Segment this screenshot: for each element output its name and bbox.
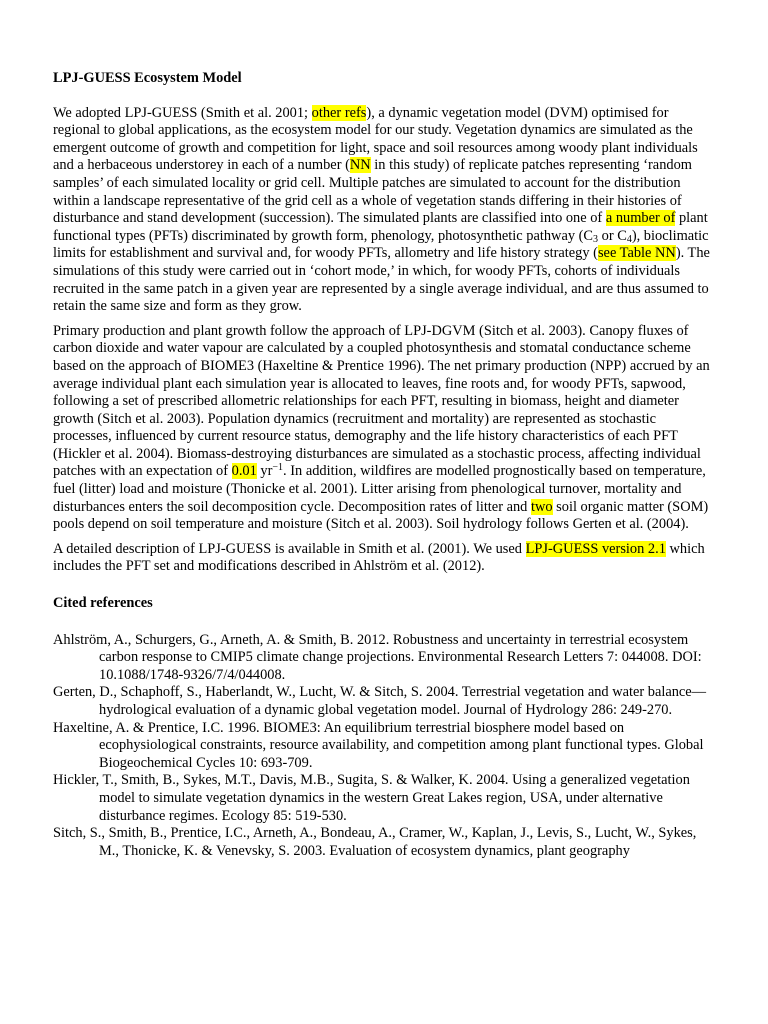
reference-item: Haxeltine, A. & Prentice, I.C. 1996. BIOME3: An equilibrium terrestrial biosphere model based on ecophysiological constraints, resource availability, and competition among plant functional types. Global Biogeochemical Cycles 10: 693-709. <box>53 719 704 771</box>
text-segment: ), a dynamic vegetation model (DVM) optimised for regional to global applications, as the ecosystem model for our study. Vegetation dynamics are simulated as the emergent outcome of growth and competition for light, space and soil resources among woody plant individuals and a herbaceous understorey in each of a number ( <box>53 104 698 174</box>
text-segment: . In addition, wildfires are modelled prognostically based on temperature, fuel (litter) load and moisture (Thonicke et al. 2001). Litter arising from phenological turnover, mortality and disturbances enters the soil decomposition cycle. Decomposition rates of litter and <box>53 463 706 515</box>
highlight-nn: NN <box>349 157 371 174</box>
text-segment: ), bioclimatic limits for establishment and survival and, for woody PFTs, allometry and life history strategy ( <box>53 227 709 262</box>
highlight-see-table-nn: see Table NN <box>597 245 676 262</box>
highlight-two: two <box>530 498 553 515</box>
highlight-a-number-of: a number of <box>605 210 676 227</box>
subscript-c3: 3 <box>593 233 599 245</box>
text-segment: Primary production and plant growth follow the approach of LPJ-DGVM (Sitch et al. 2003). Canopy fluxes of carbon dioxide and water vapour are calculated by a coupled photosynthesis and stomatal conductance scheme based on the approach of BIOME3 (Haxeltine & Prentice 1996). The net primary production (NPP) accrued by an average individual plant each simulation year is allocated to leaves, fine roots and, for woody PFTs, sapwood, following a set of prescribed allometric relationships for each PFT, resulting in biomass, height and diameter growth (Sitch et al. 2003). Population dynamics (recruitment and mortality) are represented as stochastic processes, influenced by current resource status, demography and the life history characteristics of each PFT (Hickler et al. 2004). Biomass-destroying disturbances are simulated as a stochastic process, affecting individual patches with an expectation of <box>53 322 710 480</box>
reference-item: Hickler, T., Smith, B., Sykes, M.T., Davis, M.B., Sugita, S. & Walker, K. 2004. Using a generalized vegetation model to simulate vegetation dynamics in the western Great Lakes region, USA, under alternative disturbance regimes. Ecology 85: 519-530. <box>53 772 690 824</box>
references-heading: Cited references <box>53 595 153 612</box>
reference-item: Ahlström, A., Schurgers, G., Arneth, A. & Smith, B. 2012. Robustness and uncertainty in terrestrial ecosystem carbon response to CMIP5 climate change projections. Environmental Research Letters 7: 044008. DOI: 10.1088/1748-9326/7/4/044008. <box>53 631 702 683</box>
paragraph-model-overview <box>53 105 713 316</box>
paragraph-primary-production <box>53 323 713 534</box>
paragraph-description <box>53 541 713 576</box>
document-page <box>53 70 713 860</box>
document-title: LPJ-GUESS Ecosystem Model <box>53 70 242 86</box>
reference-item: Gerten, D., Schaphoff, S., Haberlandt, W., Lucht, W. & Sitch, S. 2004. Terrestrial vegetation and water balance—hydrological evaluation of a dynamic global vegetation model. Journal of Hydrology 286: 249-270. <box>53 684 707 718</box>
text-segment: soil organic matter (SOM) pools depend on soil temperature and moisture (Sitch et al. 2003). Soil hydrology follows Gerten et al. (2004). <box>53 498 709 533</box>
subscript-c4: 4 <box>626 233 632 245</box>
reference-list <box>53 632 713 861</box>
highlight-other-refs: other refs <box>311 104 367 121</box>
highlight-version: LPJ-GUESS version 2.1 <box>525 540 666 557</box>
text-segment: plant functional types (PFTs) discriminated by growth form, phenology, photosynthetic pathway (C <box>53 210 708 244</box>
text-segment: ). The simulations of this study were carried out in ‘cohort mode,’ in which, for woody PFTs, cohorts of individuals recruited in the same patch in a given year are represented by a single average individual, and are thus assumed to retain the same size and form as they grow. <box>53 245 710 315</box>
text-segment: We adopted LPJ-GUESS (Smith et al. 2001; <box>53 104 312 121</box>
text-segment: A detailed description of LPJ-GUESS is available in Smith et al. (2001). We used <box>53 540 526 557</box>
highlight-disturbance-rate: 0.01 <box>231 463 257 480</box>
text-segment: yr <box>256 463 273 480</box>
superscript-minus-one: −1 <box>272 462 284 474</box>
reference-item: Sitch, S., Smith, B., Prentice, I.C., Arneth, A., Bondeau, A., Cramer, W., Kaplan, J., Levis, S., Lucht, W., Sykes, M., Thonicke, K. & Venevsky, S. 2003. Evaluation of ecosystem dynamics, plant geography <box>53 825 697 859</box>
text-segment: which includes the PFT set and modifications described in Ahlström et al. (2012). <box>53 540 705 575</box>
text-segment: or C <box>598 227 627 244</box>
text-segment: in this study) of replicate patches representing ‘random samples’ of each simulated locality or grid cell. Multiple patches are simulated to account for the distribution within a landscape representative of the grid cell as a whole of vegetation stands differing in their histories of disturbance and stand development (succession). The simulated plants are classified into one of <box>53 157 692 227</box>
